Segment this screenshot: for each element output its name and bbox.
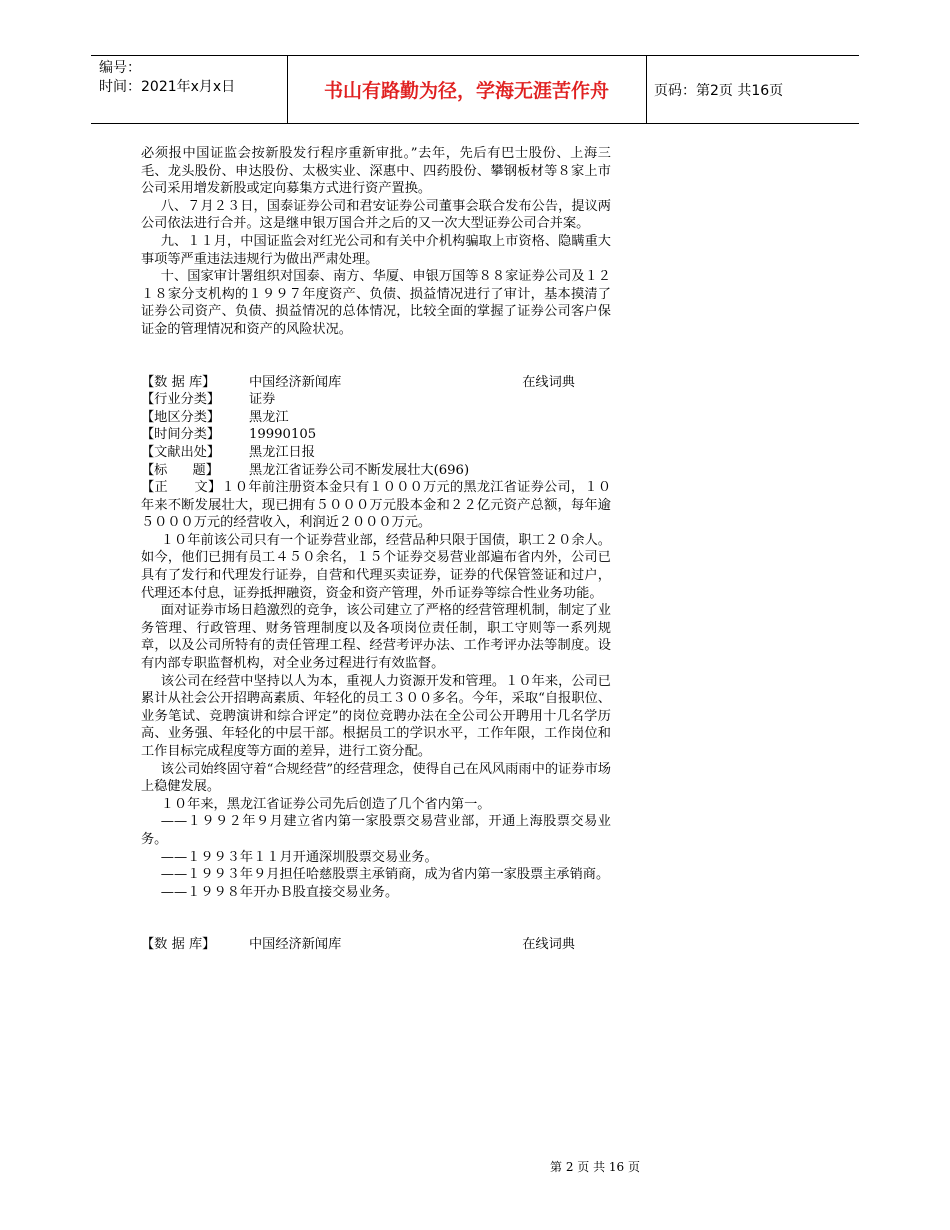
meta-value: 证券: [249, 392, 276, 408]
meta-key: 【地区分类】: [141, 409, 221, 425]
spacer: [141, 339, 611, 374]
meta-key: 【标 题】: [141, 462, 219, 478]
meta-industry: [141, 391, 611, 409]
meta-value: 黑龙江省证券公司不断发展壮大(696): [249, 462, 470, 478]
paragraph: 面对证券市场日趋激烈的竞争，该公司建立了严格的经营管理机制，制定了业务管理、行政管理、财务管理制度以及各项岗位责任制，职工守则等一系列规章，以及公司所特有的责任管理工程、经营考评办法、工作考评办法等制度。设有内部专职监督机构，对全业务过程进行有效监督。: [141, 603, 611, 672]
spacer: [141, 901, 611, 936]
meta-key: 【数 据 库】: [141, 937, 216, 953]
page-footer: 第 2 页 共 16 页: [550, 1160, 640, 1174]
paragraph: ——１９９８年开办Ｂ股直接交易业务。: [160, 884, 399, 900]
meta-key: 【行业分类】: [141, 392, 221, 408]
meta-value: 黑龙江日报: [249, 444, 315, 460]
paragraph: １０年来，黑龙江省证券公司先后创造了几个省内第一。: [160, 796, 491, 812]
header-time: 时间：2021年x月x日: [99, 79, 236, 95]
meta-key: 【时间分类】: [141, 427, 221, 443]
document-body: [141, 145, 611, 954]
paragraph: ——１９９２年９月建立省内第一家股票交易营业部，开通上海股票交易业务。: [141, 814, 611, 847]
meta-title: [141, 462, 611, 480]
paragraph: 九、１１月，中国证监会对红光公司和有关中介机构骗取上市资格、隐瞒重大事项等严重违法违规行为做出严肃处理。: [141, 233, 611, 267]
online-dictionary-link[interactable]: 在线词典: [522, 937, 575, 953]
meta-source: [141, 444, 611, 462]
meta-database: [141, 936, 611, 954]
paragraph: 八、７月２３日，国泰证券公司和君安证券公司董事会联合发布公告，提议两公司依法进行合并。这是继申银万国合并之后的又一次大型证券公司合并案。: [141, 198, 611, 232]
meta-key: 【文献出处】: [141, 444, 221, 460]
paragraph: ——１９９３年１１月开通深圳股票交易业务。: [160, 849, 438, 865]
header-divider: [646, 56, 647, 123]
meta-key: 【正 文】: [141, 480, 222, 496]
header-meta: [99, 59, 285, 97]
meta-date: [141, 426, 611, 444]
paragraph: １０年前该公司只有一个证券营业部，经营品种只限于国债，职工２０余人。如今，他们已拥有员工４５０余名，１５个证券交易营业部遍布省内外，公司已具有了发行和代理发行证券，自营和代理买卖证券，证券的代保管签证和过户，代理还本付息，证券抵押融资，资金和资产管理，外币证券等综合性业务功能。: [141, 532, 611, 601]
meta-value: 中国经济新闻库: [249, 374, 342, 390]
header-number: 编号：: [99, 60, 141, 76]
paragraph: 该公司始终固守着“合规经营”的经营理念，使得自己在风风雨雨中的证券市场上稳健发展。: [141, 761, 611, 795]
article-body-first: [141, 479, 611, 532]
meta-value: 黑龙江: [249, 409, 289, 425]
paragraph: 该公司在经营中坚持以人为本，重视人力资源开发和管理。１０年来，公司已累计从社会公开招聘高素质、年轻化的员工３００多名。今年，采取“自报职位、业务笔试、竞聘演讲和综合评定”的岗位竞聘办法在全公司公开聘用十几名学历高、业务强、年轻化的中层干部。根据员工的学识水平，工作年限，工作岗位和工作目标完成程度等方面的差异，进行工资分配。: [141, 673, 611, 759]
page-header: [91, 55, 859, 124]
online-dictionary-link[interactable]: 在线词典: [522, 374, 575, 390]
meta-value: 19990105: [249, 427, 317, 443]
header-motto: 书山有路勤为径，学海无涯苦作舟: [323, 80, 609, 102]
paragraph: 十、国家审计署组织对国泰、南方、华厦、申银万国等８８家证券公司及１２１８家分支机构的１９９７年度资产、负债、损益情况进行了审计，基本摸清了证券公司资产、负债、损益情况的总体情况，比较全面的掌握了证券公司客户保证金的管理情况和资产的风险状况。: [141, 269, 611, 337]
meta-database: [141, 374, 611, 392]
meta-key: 【数 据 库】: [141, 374, 216, 390]
meta-value: 中国经济新闻库: [249, 937, 342, 953]
article-text: １０年前注册资本金只有１０００万元的黑龙江省证券公司，１０年来不断发展壮大，现已拥有５０００万元股本金和２２亿元资产总额，每年逾５０００万元的经营收入，利润近２０００万元。: [141, 480, 612, 531]
paragraph: ——１９９３年９月担任哈慈股票主承销商，成为省内第一家股票主承销商。: [160, 867, 610, 883]
header-page-number: 页码：第2页 共16页: [654, 82, 784, 99]
paragraph: 必须报中国证监会按新股发行程序重新审批。”去年，先后有巴士股份、上海三毛、龙头股份、申达股份、太极实业、深惠中、四药股份、攀钢板材等８家上市公司采用增发新股或定向募集方式进行资产置换。: [141, 146, 611, 197]
meta-region: [141, 409, 611, 427]
